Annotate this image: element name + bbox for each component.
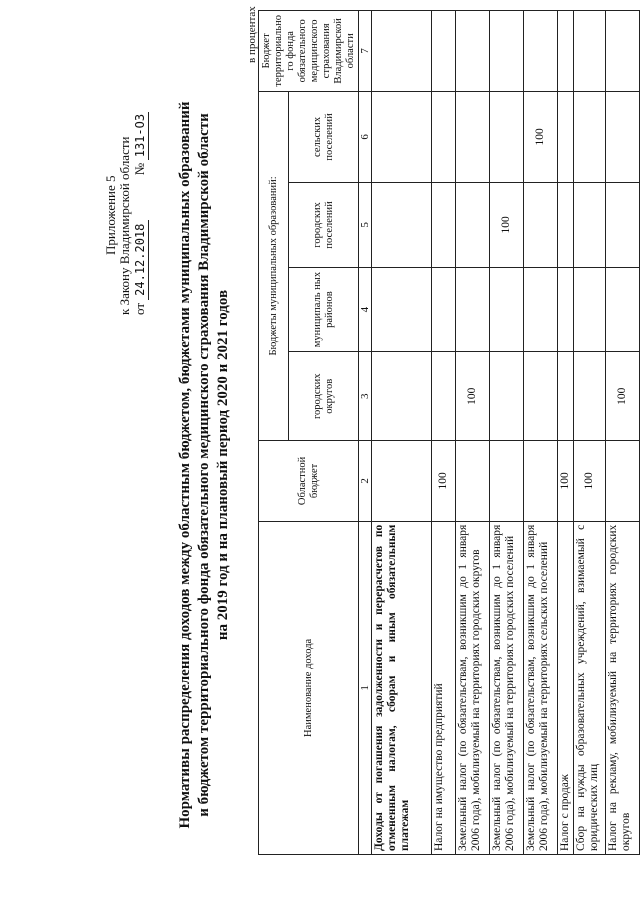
value-cell xyxy=(432,11,456,92)
appendix-label: Приложение 5 xyxy=(103,175,118,255)
header-regional-budget: Областной бюджет xyxy=(259,441,359,522)
value-cell xyxy=(524,11,558,92)
value-cell xyxy=(456,91,490,182)
value-cell xyxy=(456,267,490,352)
income-name: Земельный налог (по обязательствам, возникшим до 1 января 2006 года), мобилизуемый на территориях городских поселений xyxy=(490,521,524,854)
table-row xyxy=(372,11,432,855)
value-cell: 100 xyxy=(524,91,558,182)
value-cell: 100 xyxy=(558,441,574,522)
value-cell xyxy=(372,11,432,92)
column-number: 4 xyxy=(359,267,372,352)
value-cell xyxy=(372,183,432,268)
value-cell: 100 xyxy=(432,441,456,522)
value-cell xyxy=(372,352,432,441)
value-cell xyxy=(574,11,606,92)
value-cell xyxy=(490,91,524,182)
table-row xyxy=(490,11,524,855)
value-cell xyxy=(490,11,524,92)
income-name: Доходы от погашения задолженности и перерасчетов по отмененным налогам, сборам и иным обязательным платежам xyxy=(372,521,432,854)
table-row xyxy=(456,11,490,855)
value-cell xyxy=(372,441,432,522)
value-cell xyxy=(524,267,558,352)
column-number: 1 xyxy=(359,521,372,854)
income-name: Сбор на нужды образовательных учреждений, взимаемый с юридических лиц xyxy=(574,521,606,854)
value-cell xyxy=(456,183,490,268)
law-number: 131-ОЗ xyxy=(133,112,149,160)
table-row xyxy=(606,11,640,855)
income-name: Налог с продаж xyxy=(558,521,574,854)
value-cell xyxy=(456,11,490,92)
value-cell: 100 xyxy=(606,352,640,441)
value-cell xyxy=(606,183,640,268)
value-cell xyxy=(432,352,456,441)
value-cell xyxy=(372,91,432,182)
title-line-2: и бюджетом территориального фонда обязательного медицинского страхования Владимирской области xyxy=(196,113,212,817)
value-cell xyxy=(574,91,606,182)
law-reference: к Закону Владимирской области xyxy=(117,136,132,315)
column-number: 7 xyxy=(359,11,372,92)
value-cell xyxy=(524,352,558,441)
page-title xyxy=(176,85,233,845)
value-cell xyxy=(490,441,524,522)
value-cell xyxy=(558,267,574,352)
income-name: Налог на рекламу, мобилизуемый на территориях городских округов xyxy=(606,521,640,854)
column-number: 2 xyxy=(359,441,372,522)
value-cell xyxy=(606,11,640,92)
value-cell xyxy=(574,183,606,268)
law-date-number xyxy=(132,112,149,315)
header-city-districts: городских округов xyxy=(289,352,359,441)
header-urban-settlements: городских поселений xyxy=(289,183,359,268)
date-prefix: от xyxy=(132,302,147,315)
column-number: 6 xyxy=(359,91,372,182)
value-cell xyxy=(558,91,574,182)
value-cell xyxy=(574,267,606,352)
header-rural-settlements: сельских поселений xyxy=(289,91,359,182)
value-cell xyxy=(524,441,558,522)
value-cell xyxy=(490,267,524,352)
header-income-name: Наименование дохода xyxy=(259,521,359,854)
title-line-1: Нормативы распределения доходов между областным бюджетом, бюджетами муниципальных образований xyxy=(177,101,193,829)
header-tfoms-budget: Бюджет территориально го фонда обязательного медицинского страхования Владимирской области xyxy=(259,11,359,92)
income-name: Налог на имущество предприятий xyxy=(432,521,456,854)
value-cell xyxy=(558,183,574,268)
value-cell xyxy=(574,352,606,441)
header-municipal-budgets: Бюджеты муниципальных образований: xyxy=(259,91,289,440)
value-cell xyxy=(524,183,558,268)
distribution-table xyxy=(258,10,640,855)
value-cell xyxy=(490,352,524,441)
value-cell xyxy=(456,441,490,522)
income-name: Земельный налог (по обязательствам, возникшим до 1 января 2006 года), мобилизуемый на территориях сельских поселений xyxy=(524,521,558,854)
table-row xyxy=(574,11,606,855)
table-row xyxy=(524,11,558,855)
value-cell xyxy=(606,91,640,182)
value-cell xyxy=(558,11,574,92)
law-date: 24.12.2018 xyxy=(133,220,149,300)
table-row xyxy=(432,11,456,855)
title-line-3: на 2019 год и на плановый период 2020 и 2021 годов xyxy=(215,289,231,641)
table-row xyxy=(558,11,574,855)
value-cell xyxy=(606,267,640,352)
value-cell xyxy=(372,267,432,352)
value-cell: 100 xyxy=(490,183,524,268)
value-cell xyxy=(606,441,640,522)
value-cell: 100 xyxy=(456,352,490,441)
value-cell xyxy=(432,183,456,268)
column-number: 5 xyxy=(359,183,372,268)
value-cell: 100 xyxy=(574,441,606,522)
number-prefix: № xyxy=(132,162,147,176)
header-municipal-districts: муниципаль ных районов xyxy=(289,267,359,352)
value-cell xyxy=(432,267,456,352)
units-label: в процентах xyxy=(246,6,258,63)
value-cell xyxy=(432,91,456,182)
income-name: Земельный налог (по обязательствам, возникшим до 1 января 2006 года), мобилизуемый на территориях городских округов xyxy=(456,521,490,854)
value-cell xyxy=(558,352,574,441)
column-number: 3 xyxy=(359,352,372,441)
